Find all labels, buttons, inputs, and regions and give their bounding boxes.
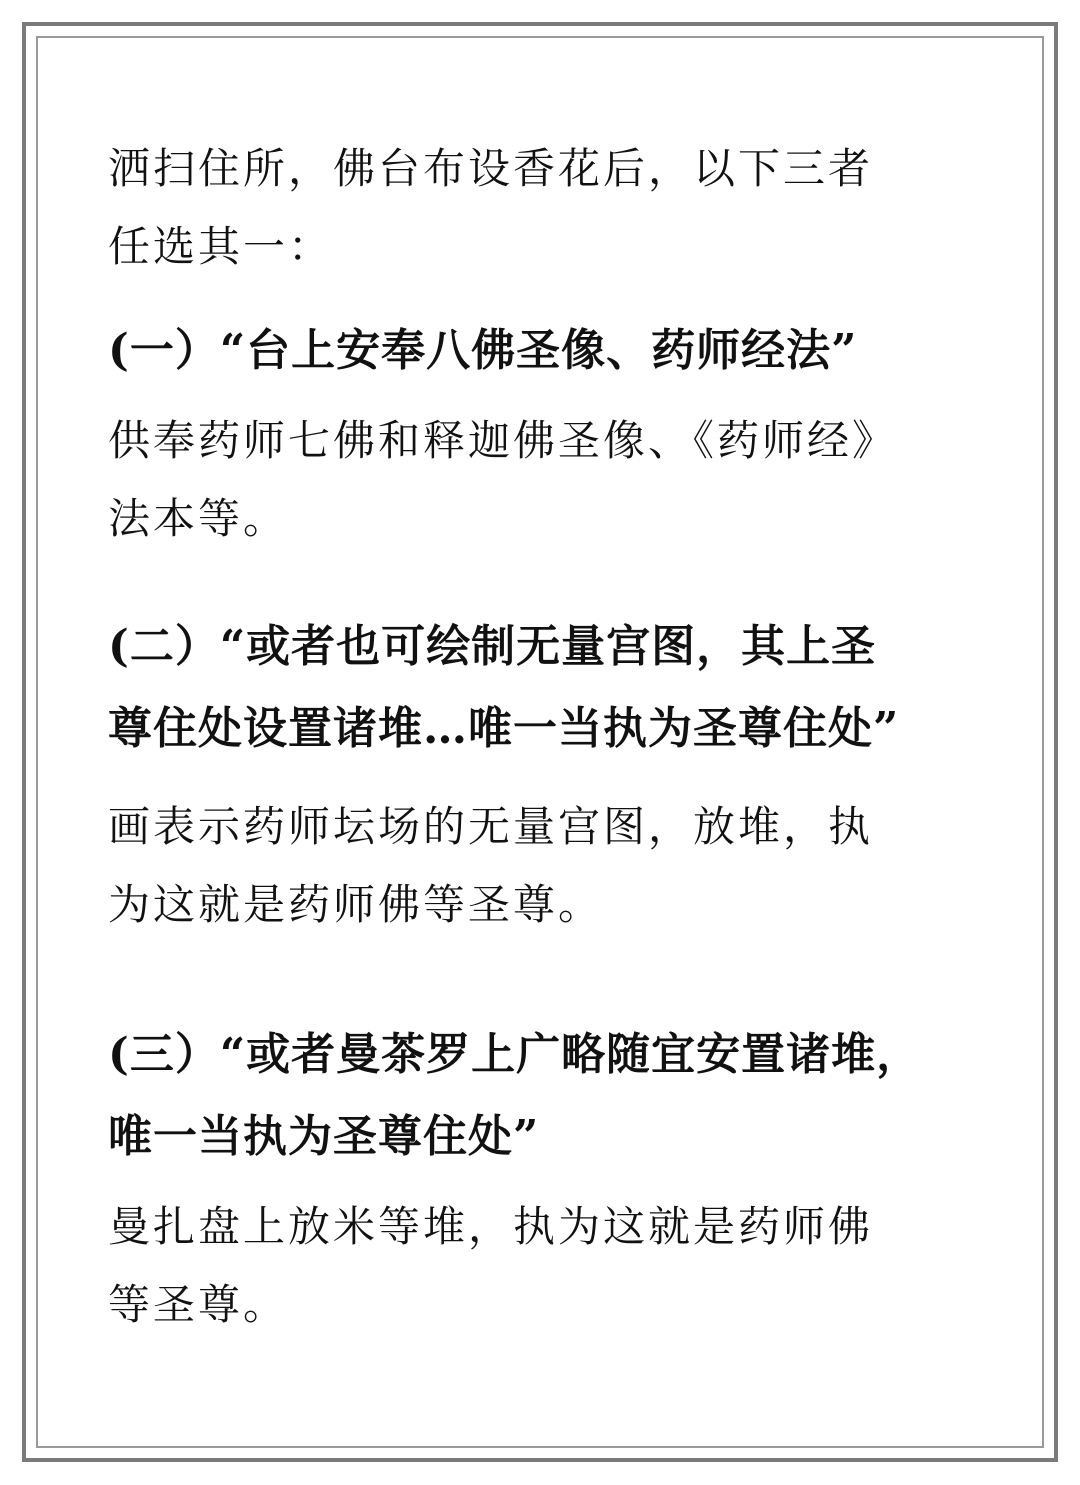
section-1-heading-line-1: (一）“台上安奉八佛圣像、药师经法” <box>108 325 858 376</box>
section-3-body <box>108 1188 873 1344</box>
section-2-heading-line-1: (二）“或者也可绘制无量宫图，其上圣 <box>108 621 877 672</box>
intro-line-2: 任选其一： <box>108 222 334 271</box>
section-3-body-line-1: 曼扎盘上放米等堆，执为这就是药师佛 <box>108 1202 874 1251</box>
section-2 <box>108 606 899 770</box>
intro-line-1: 洒扫住所，佛台布设香花后，以下三者 <box>108 144 874 193</box>
section-2-body-line-1: 画表示药师坛场的无量宫图，放堆，执 <box>108 802 874 851</box>
section-3-body-line-2: 等圣尊。 <box>108 1280 289 1329</box>
section-3-heading-line-2: 唯一当执为圣尊住处” <box>108 1111 540 1162</box>
section-1 <box>108 310 857 392</box>
section-3 <box>108 1014 921 1178</box>
section-2-body <box>108 788 873 944</box>
intro-paragraph <box>108 130 873 286</box>
section-1-body-line-2: 法本等。 <box>108 494 289 543</box>
section-1-body <box>108 402 897 558</box>
section-3-heading-line-1: (三）“或者曼茶罗上广略随宜安置诸堆， <box>108 1029 922 1080</box>
section-2-body-line-2: 为这就是药师佛等圣尊。 <box>108 880 604 929</box>
section-2-heading-line-2: 尊住处设置诸堆…唯一当执为圣尊住处” <box>108 703 900 754</box>
section-1-body-line-1: 供奉药师七佛和释迦佛圣像、《药师经》 <box>108 416 898 465</box>
